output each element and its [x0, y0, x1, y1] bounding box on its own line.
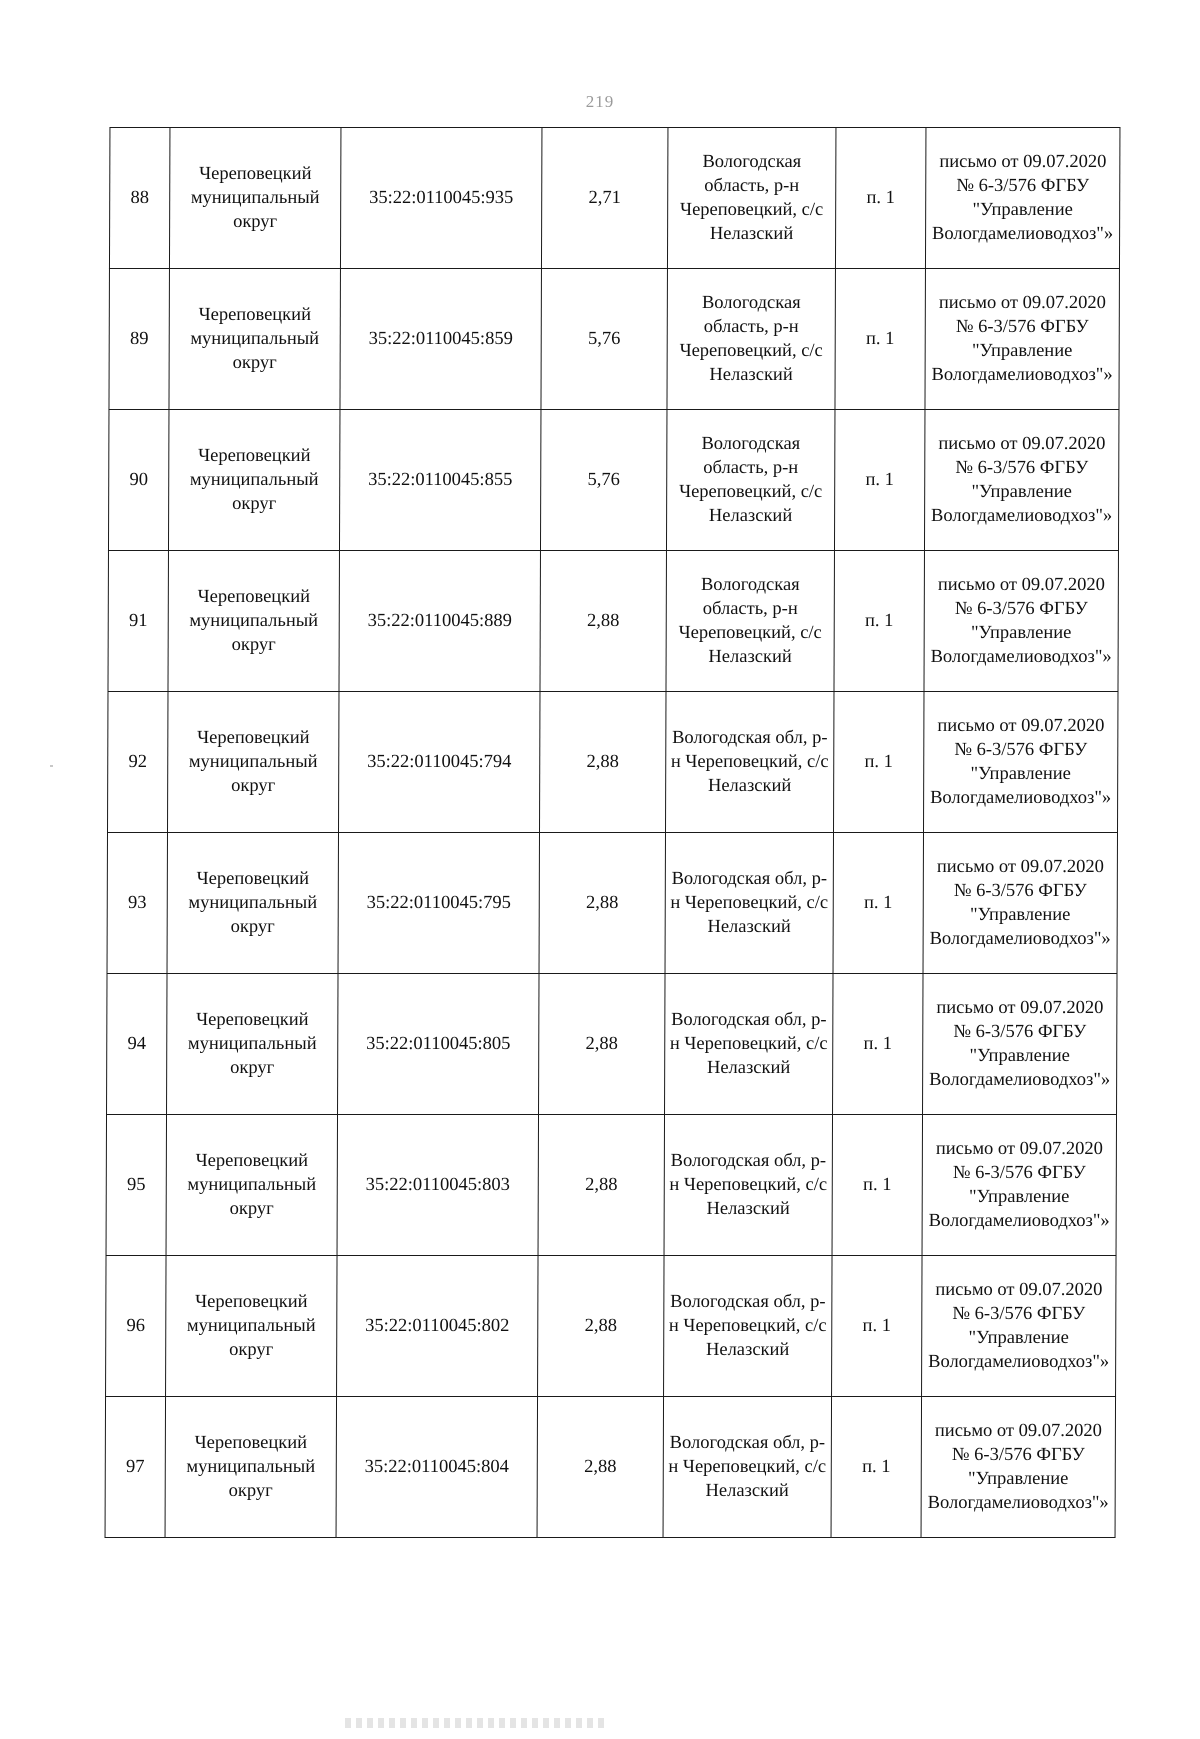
address-cell: Вологодская обл, р-н Череповецкий, с/с Нелазский — [664, 1115, 832, 1256]
point-cell: п. 1 — [831, 1397, 921, 1538]
table-row — [106, 1256, 1116, 1397]
table-row — [107, 974, 1117, 1115]
basis-cell: письмо от 09.07.2020 № 6-3/576 ФГБУ "Управление Вологдамелиоводхоз"» — [924, 551, 1118, 692]
municipality-cell: Череповецкий муниципальный округ — [169, 128, 340, 269]
basis-cell: письмо от 09.07.2020 № 6-3/576 ФГБУ "Управление Вологдамелиоводхоз"» — [923, 833, 1117, 974]
area-cell: 5,76 — [540, 410, 666, 551]
row-number-cell: 94 — [107, 974, 167, 1115]
basis-cell: письмо от 09.07.2020 № 6-3/576 ФГБУ "Управление Вологдамелиоводхоз"» — [922, 1256, 1116, 1397]
municipality-cell: Череповецкий муниципальный округ — [168, 692, 339, 833]
area-cell: 2,88 — [540, 551, 666, 692]
cadastral-number-cell: 35:22:0110045:794 — [339, 692, 540, 833]
area-cell: 2,88 — [538, 1256, 664, 1397]
point-cell: п. 1 — [835, 128, 925, 269]
point-cell: п. 1 — [833, 974, 923, 1115]
point-cell: п. 1 — [832, 1256, 922, 1397]
point-cell: п. 1 — [835, 269, 925, 410]
table-row — [108, 551, 1118, 692]
scan-artifact-smudge — [345, 1718, 605, 1728]
area-cell: 2,88 — [539, 833, 665, 974]
cadastral-number-cell: 35:22:0110045:804 — [336, 1397, 537, 1538]
basis-cell: письмо от 09.07.2020 № 6-3/576 ФГБУ "Управление Вологдамелиоводхоз"» — [923, 974, 1117, 1115]
municipality-cell: Череповецкий муниципальный округ — [169, 269, 340, 410]
address-cell: Вологодская область, р-н Череповецкий, с/с Нелазский — [667, 128, 835, 269]
point-cell: п. 1 — [834, 692, 924, 833]
cadastral-number-cell: 35:22:0110045:935 — [340, 128, 541, 269]
scan-artifact-dot — [50, 765, 53, 767]
point-cell: п. 1 — [834, 410, 924, 551]
basis-cell: письмо от 09.07.2020 № 6-3/576 ФГБУ "Управление Вологдамелиоводхоз"» — [924, 692, 1118, 833]
address-cell: Вологодская область, р-н Череповецкий, с/с Нелазский — [666, 410, 834, 551]
cadastral-number-cell: 35:22:0110045:803 — [337, 1115, 538, 1256]
address-cell: Вологодская область, р-н Череповецкий, с/с Нелазский — [667, 269, 835, 410]
row-number-cell: 92 — [108, 692, 168, 833]
municipality-cell: Череповецкий муниципальный округ — [166, 1115, 337, 1256]
table-row — [109, 128, 1119, 269]
table-row — [108, 410, 1118, 551]
address-cell: Вологодская обл, р-н Череповецкий, с/с Нелазский — [665, 974, 833, 1115]
basis-cell: письмо от 09.07.2020 № 6-3/576 ФГБУ "Управление Вологдамелиоводхоз"» — [921, 1397, 1115, 1538]
cadastral-number-cell: 35:22:0110045:795 — [338, 833, 539, 974]
row-number-cell: 97 — [105, 1397, 165, 1538]
point-cell: п. 1 — [833, 833, 923, 974]
area-cell: 2,88 — [537, 1397, 663, 1538]
basis-cell: письмо от 09.07.2020 № 6-3/576 ФГБУ "Управление Вологдамелиоводхоз"» — [925, 269, 1119, 410]
page-number: 219 — [585, 92, 615, 111]
cadastral-number-cell: 35:22:0110045:805 — [338, 974, 539, 1115]
address-cell: Вологодская обл, р-н Череповецкий, с/с Нелазский — [664, 1256, 832, 1397]
municipality-cell: Череповецкий муниципальный округ — [168, 410, 339, 551]
address-cell: Вологодская обл, р-н Череповецкий, с/с Нелазский — [666, 692, 834, 833]
basis-cell: письмо от 09.07.2020 № 6-3/576 ФГБУ "Управление Вологдамелиоводхоз"» — [922, 1115, 1116, 1256]
municipality-cell: Череповецкий муниципальный округ — [166, 1256, 337, 1397]
municipality-cell: Череповецкий муниципальный округ — [167, 974, 338, 1115]
area-cell: 2,88 — [538, 1115, 664, 1256]
area-cell: 5,76 — [541, 269, 667, 410]
area-cell: 2,71 — [541, 128, 667, 269]
row-number-cell: 88 — [109, 128, 169, 269]
address-cell: Вологодская обл, р-н Череповецкий, с/с Нелазский — [663, 1397, 831, 1538]
municipality-cell: Череповецкий муниципальный округ — [167, 833, 338, 974]
land-plots-table — [105, 127, 1121, 1538]
area-cell: 2,88 — [540, 692, 666, 833]
address-cell: Вологодская обл, р-н Череповецкий, с/с Нелазский — [665, 833, 833, 974]
row-number-cell: 90 — [108, 410, 168, 551]
cadastral-number-cell: 35:22:0110045:859 — [340, 269, 541, 410]
municipality-cell: Череповецкий муниципальный округ — [165, 1397, 336, 1538]
table-row — [109, 269, 1119, 410]
row-number-cell: 91 — [108, 551, 168, 692]
table-row — [107, 833, 1117, 974]
cadastral-number-cell: 35:22:0110045:889 — [339, 551, 540, 692]
basis-cell: письмо от 09.07.2020 № 6-3/576 ФГБУ "Управление Вологдамелиоводхоз"» — [925, 128, 1119, 269]
area-cell: 2,88 — [539, 974, 665, 1115]
table-row — [108, 692, 1118, 833]
point-cell: п. 1 — [834, 551, 924, 692]
row-number-cell: 95 — [106, 1115, 166, 1256]
address-cell: Вологодская область, р-н Череповецкий, с/с Нелазский — [666, 551, 834, 692]
basis-cell: письмо от 09.07.2020 № 6-3/576 ФГБУ "Управление Вологдамелиоводхоз"» — [924, 410, 1118, 551]
point-cell: п. 1 — [832, 1115, 922, 1256]
cadastral-number-cell: 35:22:0110045:802 — [337, 1256, 538, 1397]
row-number-cell: 89 — [109, 269, 169, 410]
row-number-cell: 96 — [106, 1256, 166, 1397]
cadastral-number-cell: 35:22:0110045:855 — [339, 410, 540, 551]
row-number-cell: 93 — [107, 833, 167, 974]
table-row — [105, 1397, 1115, 1538]
municipality-cell: Череповецкий муниципальный округ — [168, 551, 339, 692]
table-row — [106, 1115, 1116, 1256]
table-body — [105, 128, 1120, 1538]
